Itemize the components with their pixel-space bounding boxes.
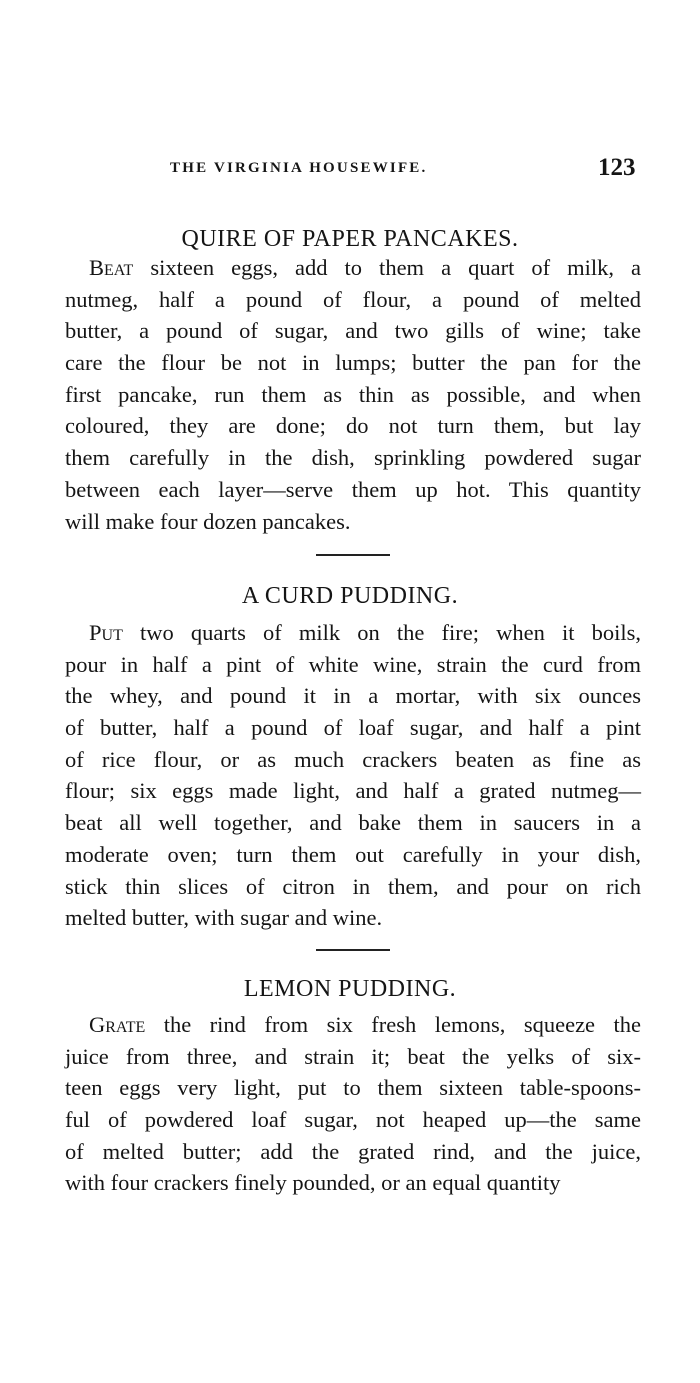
- line-text: the whey, and pound it in a mortar, with six ounces: [65, 683, 641, 709]
- recipe-body-pancakes: [65, 252, 641, 537]
- line-text: nutmeg, half a pound of flour, a pound of melted: [65, 286, 641, 312]
- line-text: them carefully in the dish, sprinkling powdered sugar: [65, 445, 641, 471]
- line-text: pour in half a pint of white wine, strain the curd from: [65, 651, 641, 677]
- line-text: will make four dozen pancakes.: [65, 508, 351, 534]
- recipe-body-lemon-pudding: [65, 1009, 641, 1199]
- text-line: [65, 474, 641, 506]
- text-line: [65, 712, 641, 744]
- text-line: [65, 775, 641, 807]
- text-line: [65, 284, 641, 316]
- line-text: with four crackers finely pounded, or an equal quantity: [65, 1170, 561, 1196]
- text-line: [65, 839, 641, 871]
- recipe-title-lemon-pudding: LEMON PUDDING.: [243, 976, 457, 1002]
- text-line: [65, 1041, 641, 1073]
- lead-word: Grate: [89, 1012, 146, 1037]
- line-text: juice from three, and strain it; beat the yelks of six-: [65, 1043, 641, 1069]
- line-text: of butter, half a pound of loaf sugar, and half a pint: [65, 715, 641, 741]
- page-number: 123: [598, 154, 636, 181]
- text-line: [65, 1009, 641, 1041]
- line-text: butter, a pound of sugar, and two gills of wine; take: [65, 318, 641, 344]
- lead-word: Put: [89, 620, 123, 645]
- text-line: [65, 252, 641, 284]
- line-text: two quarts of milk on the fire; when it boils,: [139, 620, 641, 645]
- line-text: care the flour be not in lumps; butter the pan for the: [65, 350, 641, 376]
- line-text: the rind from six fresh lemons, squeeze the: [163, 1012, 642, 1037]
- text-line: [65, 617, 641, 649]
- text-line: [65, 1167, 641, 1199]
- line-text: flour; six eggs made light, and half a grated nutmeg—: [65, 778, 641, 804]
- line-text: stick thin slices of citron in them, and pour on rich: [65, 873, 641, 899]
- text-line: [65, 506, 641, 538]
- text-line: [65, 871, 641, 903]
- line-text: ful of powdered loaf sugar, not heaped up—the same: [65, 1107, 641, 1133]
- line-text: teen eggs very light, put to them sixteen table-spoons-: [65, 1075, 641, 1101]
- line-text: of rice flour, or as much crackers beaten as fine as: [65, 746, 641, 772]
- text-line: [65, 315, 641, 347]
- lead-word: Beat: [89, 255, 134, 280]
- text-line: [65, 902, 641, 934]
- line-text: of melted butter; add the grated rind, and the juice,: [65, 1138, 641, 1164]
- recipe-body-curd-pudding: [65, 617, 641, 934]
- line-text: coloured, they are done; do not turn them, but lay: [65, 413, 641, 439]
- recipe-title-pancakes: QUIRE OF PAPER PANCAKES.: [181, 226, 519, 252]
- text-line: [65, 744, 641, 776]
- recipe-title-curd-pudding: A CURD PUDDING.: [241, 583, 459, 609]
- running-head: THE VIRGINIA HOUSEWIFE.: [170, 160, 428, 176]
- text-line: [65, 649, 641, 681]
- line-text: sixteen eggs, add to them a quart of milk, a: [150, 255, 642, 280]
- text-line: [65, 442, 641, 474]
- line-text: between each layer—serve them up hot. This quantity: [65, 476, 641, 502]
- line-text: first pancake, run them as thin as possible, and when: [65, 381, 641, 407]
- text-line: [65, 1104, 641, 1136]
- text-line: [65, 379, 641, 411]
- text-line: [65, 680, 641, 712]
- section-divider: [316, 949, 390, 951]
- line-text: beat all well together, and bake them in saucers in a: [65, 810, 641, 836]
- text-line: [65, 347, 641, 379]
- section-divider: [316, 554, 390, 556]
- text-line: [65, 1072, 641, 1104]
- text-line: [65, 807, 641, 839]
- text-line: [65, 410, 641, 442]
- line-text: moderate oven; turn them out carefully in your dish,: [65, 841, 641, 867]
- line-text: melted butter, with sugar and wine.: [65, 905, 383, 931]
- text-line: [65, 1136, 641, 1168]
